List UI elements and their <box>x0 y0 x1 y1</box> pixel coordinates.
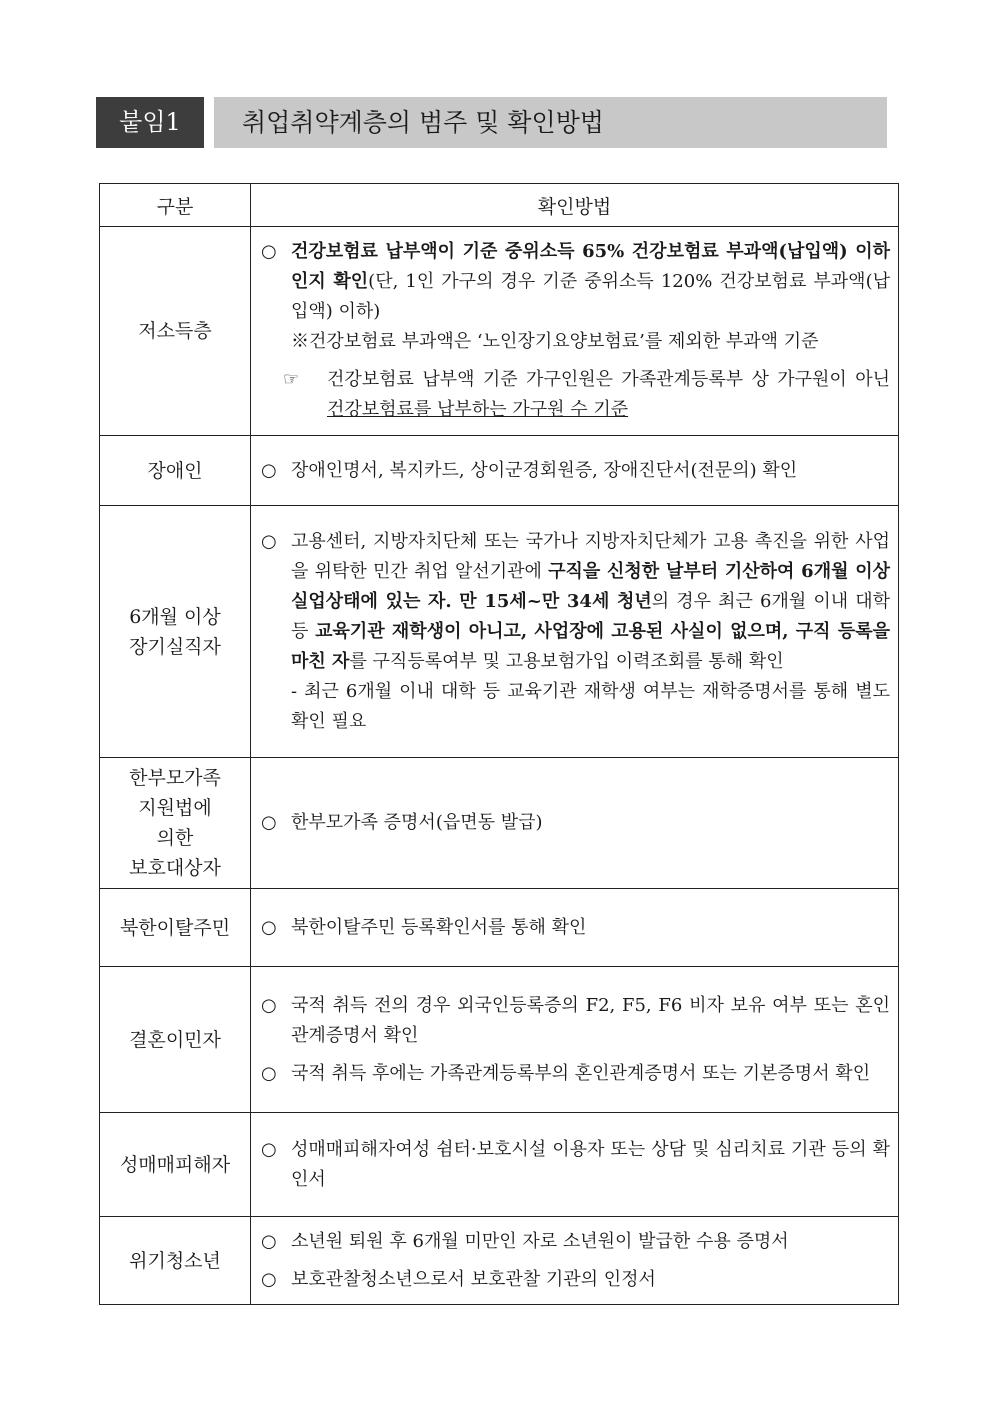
bullet-icon: ○ <box>261 1268 277 1290</box>
sub-note: - 최근 6개월 이내 대학 등 교육기관 재학생 여부는 재학증명서를 통해 별도 확인 필요 <box>291 680 890 732</box>
item-text: 국적 취득 전의 경우 외국인등록증의 F2, F5, F6 비자 보유 여부 또는 혼인관계증명서 확인 <box>291 994 890 1046</box>
row-method <box>251 889 899 967</box>
category-line: 6개월 이상 <box>129 605 221 628</box>
table-row <box>100 1113 899 1217</box>
list-item <box>261 456 890 486</box>
item-text: 국적 취득 후에는 가족관계등록부의 혼인관계증명서 또는 기본증명서 확인 <box>291 1062 871 1084</box>
row-category: 저소득층 <box>100 227 251 436</box>
item-text: 의 경우 최근 6개월 이내 대학 등 <box>291 590 890 642</box>
row-category <box>100 758 251 889</box>
header-method: 확인방법 <box>251 184 899 227</box>
row-category: 결혼이민자 <box>100 967 251 1113</box>
bullet-icon: ○ <box>261 241 277 262</box>
item-text: 보호관찰청소년으로서 보호관찰 기관의 인정서 <box>291 1268 656 1290</box>
list-item <box>261 237 890 357</box>
bullet-icon: ○ <box>261 916 277 938</box>
note-text: ※건강보험료 부과액은 ‘노인장기요양보험료’를 제외한 부과액 기준 <box>291 331 819 352</box>
row-category: 북한이탈주민 <box>100 889 251 967</box>
table-row <box>100 1217 899 1305</box>
row-category: 성매매피해자 <box>100 1113 251 1217</box>
bullet-icon: ○ <box>261 1062 277 1084</box>
bullet-icon: ○ <box>261 459 277 481</box>
list-item <box>261 365 890 425</box>
underlined-text: 건강보험료를 납부하는 가구원 수 기준 <box>327 399 629 420</box>
list-item <box>261 527 890 737</box>
item-text: 건강보험료 납부액 기준 가구인원은 가족관계등록부 상 가구원이 아닌 <box>327 369 890 390</box>
pointing-hand-icon: ☞ <box>283 369 300 390</box>
emphasis-text: 교육기관 재학생이 아니고, 사업장에 고용된 사실이 없으며, 구직 등록을 마친 자 <box>291 620 890 672</box>
emphasis-text: 구직을 신청한 날부터 기산하여 6개월 이상 실업상태에 있는 자. 만 15세~만 34세 청년 <box>291 560 891 612</box>
table-row <box>100 889 899 967</box>
row-method <box>251 967 899 1113</box>
bullet-icon: ○ <box>261 994 277 1016</box>
attachment-tag: 붙임1 <box>96 97 204 148</box>
row-method <box>251 758 899 889</box>
bullet-icon: ○ <box>261 1230 277 1252</box>
table-row <box>100 436 899 506</box>
row-method <box>251 227 899 436</box>
categories-table <box>99 183 899 1305</box>
table-row <box>100 506 899 758</box>
category-line: 보호대상자 <box>129 857 221 879</box>
list-item <box>261 808 890 838</box>
item-text: 한부모가족 증명서(읍면동 발급) <box>291 812 543 833</box>
table-row <box>100 227 899 436</box>
category-line: 의한 <box>156 827 194 849</box>
table-row <box>100 758 899 889</box>
item-text: 북한이탈주민 등록확인서를 통해 확인 <box>291 916 587 938</box>
row-category <box>100 506 251 758</box>
row-category: 위기청소년 <box>100 1217 251 1305</box>
document-header <box>96 97 887 148</box>
list-item <box>261 1227 890 1257</box>
row-method <box>251 1217 899 1305</box>
list-item <box>261 913 890 943</box>
list-item <box>261 991 890 1051</box>
category-line: 지원법에 <box>138 797 212 819</box>
item-text: 고용센터, 지방자치단체 또는 국가나 지방자치단체가 고용 촉진을 위한 사업을 위탁한 민간 취업 알선기관에 <box>291 530 890 582</box>
list-item <box>261 1135 890 1195</box>
item-text: 장애인명서, 복지카드, 상이군경회원증, 장애진단서(전문의) 확인 <box>291 459 798 481</box>
bullet-icon: ○ <box>261 1138 277 1160</box>
emphasis-text: 건강보험료 납부액이 기준 중위소득 65% 건강보험료 부과액(납입액) 이하인지 확인 <box>291 241 890 292</box>
header-category: 구분 <box>100 184 251 227</box>
row-method <box>251 1113 899 1217</box>
page-title: 취업취약계층의 범주 및 확인방법 <box>214 97 887 148</box>
item-text: 를 구직등록여부 및 고용보험가입 이력조회를 통해 확인 <box>349 650 784 672</box>
category-line: 한부모가족 <box>129 767 221 789</box>
row-method <box>251 436 899 506</box>
bullet-icon: ○ <box>261 812 277 833</box>
table-header-row <box>100 184 899 227</box>
item-text: 성매매피해자여성 쉼터·보호시설 이용자 또는 상담 및 심리치료 기관 등의 확인서 <box>291 1138 890 1190</box>
row-category: 장애인 <box>100 436 251 506</box>
bullet-icon: ○ <box>261 530 277 552</box>
row-method <box>251 506 899 758</box>
list-item <box>261 1059 890 1089</box>
list-item <box>261 1265 890 1295</box>
item-text: (단, 1인 가구의 경우 기준 중위소득 120% 건강보험료 부과액(납입액) 이하) <box>291 271 890 322</box>
item-text: 소년원 퇴원 후 6개월 미만인 자로 소년원이 발급한 수용 증명서 <box>291 1230 789 1252</box>
category-line: 장기실직자 <box>129 635 221 658</box>
table-row <box>100 967 899 1113</box>
